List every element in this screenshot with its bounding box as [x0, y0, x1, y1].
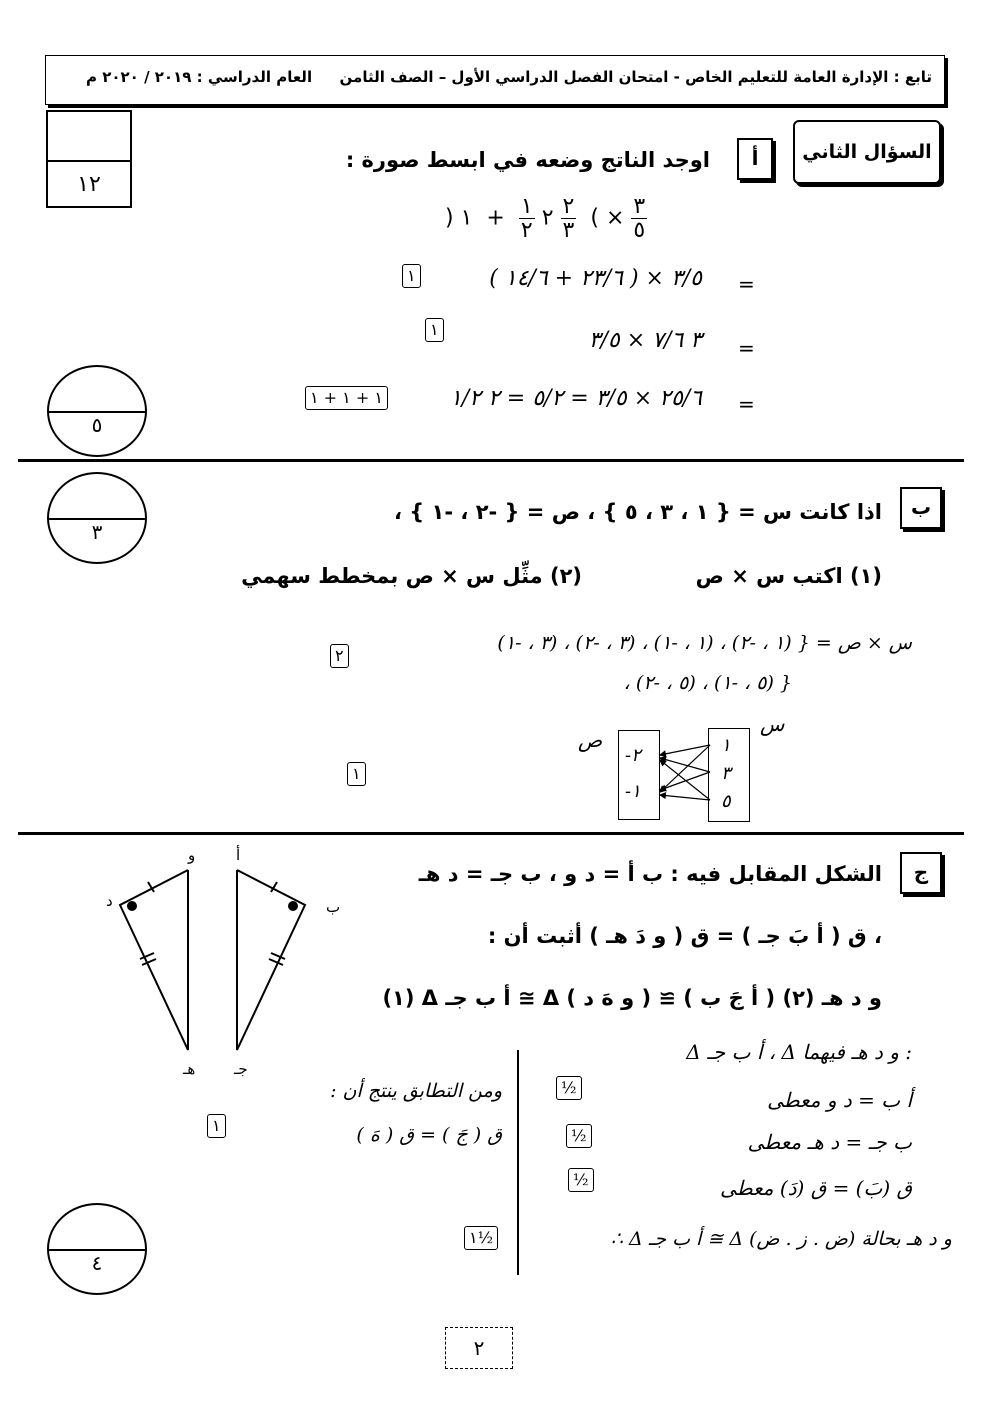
vertex-label-a: أ: [236, 846, 241, 864]
set-y-item: -٢: [625, 745, 641, 766]
part-b-sub-1: (١) اكتب س × ص: [695, 564, 882, 588]
part-b-answer-1: س × ص = { (١ ، -٢) ، (١ ، -١) ، (٣ ، -٢) ، (٣ ، -١): [497, 632, 912, 654]
vertex-label-o: و: [188, 846, 196, 864]
part-a-line-2: ٣ ٧/٦ × ٣/٥: [588, 328, 702, 353]
header-title: تابع : الإدارة العامة للتعليم الخاص - امتحان الفصل الدراسي الأول – الصف الثامن: [339, 68, 932, 86]
proof-line: Δ أ ب جـ ، Δ و د هـ فيهما :: [686, 1040, 912, 1064]
set-y-label: ص: [578, 728, 603, 752]
section-title: السؤال الثاني: [793, 120, 941, 184]
part-a-score: ٥: [91, 412, 103, 437]
part-c-line-2: ، ق ( أ بَ جـ ) = ق ( و دَ هـ ) أثبت أن :: [487, 924, 882, 948]
part-b-label: ب: [900, 487, 942, 529]
triangles-figure: [100, 845, 340, 1085]
proof-line: ق (بَ) = ق (دَ) معطى: [720, 1176, 912, 1200]
set-x-label: س: [760, 712, 785, 736]
part-c-score: ٤: [91, 1250, 103, 1275]
part-a-label: أ: [737, 138, 773, 180]
part-b-score-circle: [47, 472, 147, 564]
part-a-score-circle: [47, 365, 147, 457]
proof-mark: ½: [566, 1124, 592, 1148]
part-b-sub-2: (٢) مثِّل س × ص بمخطط سهمي: [241, 564, 582, 588]
proof-mark: ½: [568, 1168, 594, 1192]
header-year: العام الدراسي : ٢٠١٩ / ٢٠٢٠ م: [86, 68, 313, 86]
set-x-item: ٥: [721, 791, 731, 812]
part-c-label: ج: [900, 852, 942, 894]
part-b-mark-2: ١: [347, 762, 366, 786]
part-a-eq-1: =: [738, 272, 755, 296]
part-b-mark-1: ٢: [330, 644, 349, 668]
part-a-line-3: ٢٥/٦ × ٣/٥ = ٥/٢ = ٢ ١/٢: [449, 386, 702, 411]
set-x-item: ٣: [721, 763, 731, 784]
part-c-score-circle: [47, 1203, 147, 1295]
part-c-question: الشكل المقابل فيه : ب أ = د و ، ب جـ = د هـ: [418, 862, 882, 886]
part-a-line-1: ( ٢٣/٦ + ١٤/٦ ) × ٣/٥: [489, 266, 702, 291]
congruence-mark: ١: [207, 1114, 226, 1138]
part-a-eq-3: =: [738, 392, 755, 416]
set-y-item: -١: [625, 781, 641, 802]
separator-2: [18, 832, 964, 835]
vertex-label-j: جـ: [234, 1060, 248, 1078]
vertex-label-d: د: [106, 892, 113, 910]
proof-line: ∴ Δ أ ب جـ ≅ Δ و د هـ بحالة (ض . ز . ض): [610, 1228, 952, 1250]
total-score: ١٢: [77, 172, 101, 197]
part-b-score: ٣: [91, 519, 103, 544]
page-number: ٢: [445, 1327, 513, 1369]
part-c-line-3: (١) Δ أ ب جـ ≅ Δ و د هـ (٢) ( أ جَ ب ) ≅ ( و هَ د ): [382, 986, 882, 1010]
congruence-result: ق ( جَ ) = ق ( هَ ): [356, 1124, 502, 1146]
proof-line: أ ب = د و معطى: [767, 1088, 912, 1112]
part-a-mark-2: ١: [425, 318, 444, 342]
total-score-box: [46, 110, 132, 208]
set-x-item: ١: [721, 735, 731, 756]
proof-line: ب جـ = د هـ معطى: [747, 1130, 912, 1154]
proof-divider: [517, 1050, 519, 1275]
part-a-question: اوجد الناتج وضعه في ابسط صورة :: [345, 148, 710, 172]
part-a-expression: ) ٢ $\frac{١}{٢}$ + ١ $\frac{٢}{٣}$ ( × $\frac{٣}{٥}$: [445, 194, 646, 244]
part-b-answer-2: ، (٥ ، -٢) ، (٥ ، -١) }: [623, 672, 792, 694]
arrow-diagram-lines: [640, 730, 730, 820]
proof-mark: ١½: [464, 1226, 498, 1250]
vertex-label-b: ب: [326, 898, 341, 916]
part-a-marks-3: ١ + ١ + ١: [305, 386, 388, 410]
exam-header: [45, 55, 945, 105]
part-a-mark-1: ١: [402, 264, 421, 288]
part-b-question: اذا كانت س = { ١ ، ٣ ، ٥ } ، ص = { -٢ ، -١ } ،: [393, 500, 882, 524]
congruence-text: ومن التطابق ينتج أن :: [330, 1080, 502, 1102]
part-a-eq-2: =: [738, 336, 755, 360]
vertex-label-h: هـ: [183, 1060, 196, 1078]
separator-1: [18, 459, 964, 462]
proof-mark: ½: [556, 1076, 582, 1100]
